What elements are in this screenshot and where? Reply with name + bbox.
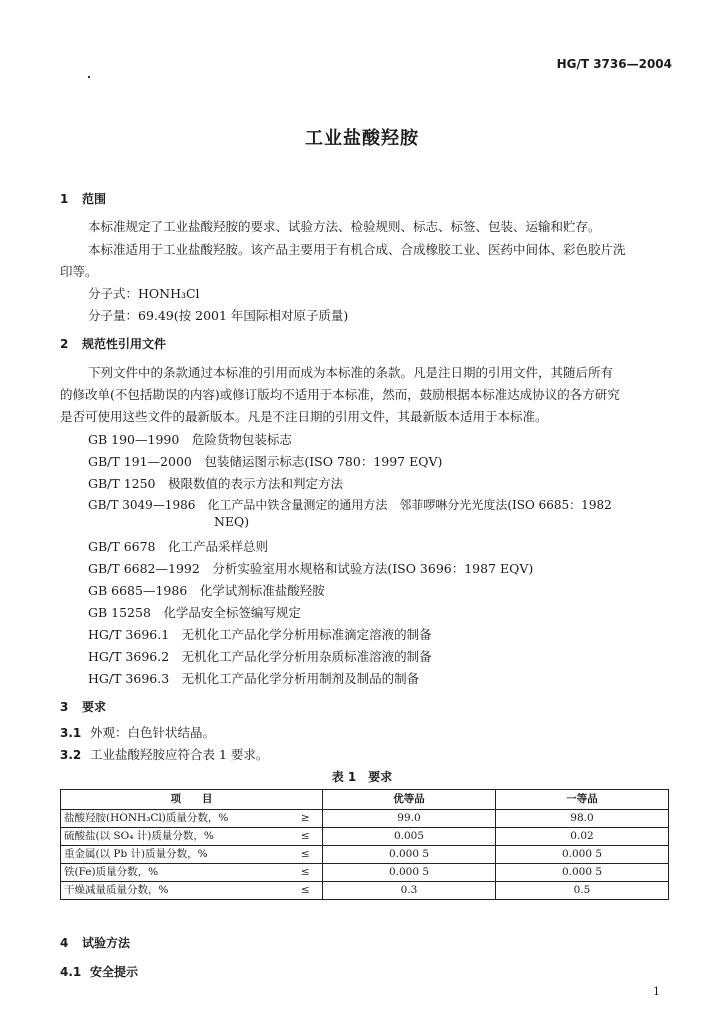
page-number: 1	[653, 985, 660, 998]
clause-number: 3.2	[60, 748, 82, 762]
row-operator: ≤	[289, 828, 323, 846]
normative-intro-line-3: 是否可使用这些文件的最新版本。凡是不注日期的引用文件，其最新版本适用于本标准。	[60, 409, 548, 424]
section-4-heading	[60, 934, 130, 951]
table-row	[61, 864, 669, 882]
table-header-row	[61, 790, 669, 810]
reference-item: GB 190—1990 危险货物包装标志	[88, 432, 292, 447]
header-item: 项 目	[61, 790, 323, 810]
row-first: 0.000 5	[496, 864, 669, 882]
clause-3-1	[60, 723, 215, 741]
scope-paragraph-2: 本标准适用于工业盐酸羟胺。该产品主要用于有机合成、合成橡胶工业、医药中间体、彩色胶片洗	[88, 242, 626, 257]
row-superior: 0.3	[323, 882, 496, 900]
row-first: 98.0	[496, 810, 669, 828]
reference-item: GB/T 191—2000 包装储运图示标志(ISO 780：1997 EQV)	[88, 454, 443, 469]
row-first: 0.000 5	[496, 846, 669, 864]
row-superior: 99.0	[323, 810, 496, 828]
section-title: 要求	[82, 700, 107, 714]
table-row	[61, 828, 669, 846]
reference-item: GB 6685—1986 化学试剂标准盐酸羟胺	[88, 583, 325, 598]
section-number: 4	[60, 936, 69, 950]
section-3-heading	[60, 698, 106, 715]
section-number: 1	[60, 192, 69, 206]
molecular-formula: 分子式：HONH₃Cl	[88, 286, 200, 301]
section-2-heading	[60, 335, 166, 352]
clause-text: 外观：白色针状结晶。	[90, 725, 216, 740]
table-row	[61, 846, 669, 864]
row-name: 铁(Fe)质量分数，%	[61, 864, 289, 882]
row-superior: 0.000 5	[323, 864, 496, 882]
clause-3-2	[60, 745, 268, 763]
row-superior: 0.005	[323, 828, 496, 846]
section-1-heading	[60, 190, 106, 207]
reference-item: GB/T 6678 化工产品采样总则	[88, 539, 269, 554]
requirements-table	[60, 789, 669, 900]
standard-code: HG/T 3736—2004	[556, 57, 672, 71]
clause-number: 4.1	[60, 965, 82, 979]
scope-paragraph-2-cont: 印等。	[60, 264, 98, 279]
clause-text: 工业盐酸羟胺应符合表 1 要求。	[90, 747, 269, 762]
molecular-mass: 分子量：69.49(按 2001 年国际相对原子质量)	[88, 308, 349, 323]
header-first: 一等品	[496, 790, 669, 810]
row-name: 重金属(以 Pb 计)质量分数，%	[61, 846, 289, 864]
row-first: 0.5	[496, 882, 669, 900]
document-title: 工业盐酸羟胺	[305, 128, 419, 149]
section-title: 范围	[82, 192, 107, 206]
reference-item: GB/T 1250 极限数值的表示方法和判定方法	[88, 476, 344, 491]
reference-item: GB 15258 化学品安全标签编写规定	[88, 605, 301, 620]
section-number: 2	[60, 337, 69, 351]
normative-intro-line-2: 的修改单(不包括勘误的内容)或修订版均不适用于本标准，然而，鼓励根据本标准达成协议的各方研究	[60, 387, 620, 402]
reference-item: HG/T 3696.3 无机化工产品化学分析用制剂及制品的制备	[88, 671, 420, 686]
section-title: 规范性引用文件	[82, 337, 167, 351]
row-operator: ≤	[289, 882, 323, 900]
reference-item: HG/T 3696.2 无机化工产品化学分析用杂质标准溶液的制备	[88, 649, 432, 664]
row-operator: ≤	[289, 846, 323, 864]
clause-number: 3.1	[60, 726, 82, 740]
section-title: 试验方法	[82, 936, 131, 950]
reference-item: GB/T 6682—1992 分析实验室用水规格和试验方法(ISO 3696：1987 EQV)	[88, 561, 534, 576]
reference-item-cont: NEQ)	[214, 514, 250, 529]
normative-intro-line-1: 下列文件中的条款通过本标准的引用而成为本标准的条款。凡是注日期的引用文件，其随后所有	[88, 365, 614, 380]
row-name: 干燥减量质量分数，%	[61, 882, 289, 900]
reference-item: GB/T 3049—1986 化工产品中铁含量测定的通用方法 邻菲啰啉分光光度法(ISO 6685：1982	[88, 498, 612, 512]
header-superior: 优等品	[323, 790, 496, 810]
row-name: 盐酸羟胺(HONH₃Cl)质量分数，%	[61, 810, 289, 828]
table-caption: 表 1 要求	[331, 770, 393, 784]
row-first: 0.02	[496, 828, 669, 846]
table-row	[61, 810, 669, 828]
table-row	[61, 882, 669, 900]
scope-paragraph-1: 本标准规定了工业盐酸羟胺的要求、试验方法、检验规则、标志、标签、包装、运输和贮存。	[88, 219, 601, 234]
row-name: 硫酸盐(以 SO₄ 计)质量分数，%	[61, 828, 289, 846]
clause-title: 安全提示	[90, 965, 139, 979]
scan-speck	[88, 76, 90, 78]
row-operator: ≥	[289, 810, 323, 828]
reference-item: HG/T 3696.1 无机化工产品化学分析用标准滴定溶液的制备	[88, 627, 432, 642]
row-superior: 0.000 5	[323, 846, 496, 864]
section-number: 3	[60, 700, 69, 714]
row-operator: ≤	[289, 864, 323, 882]
clause-4-1	[60, 963, 138, 980]
